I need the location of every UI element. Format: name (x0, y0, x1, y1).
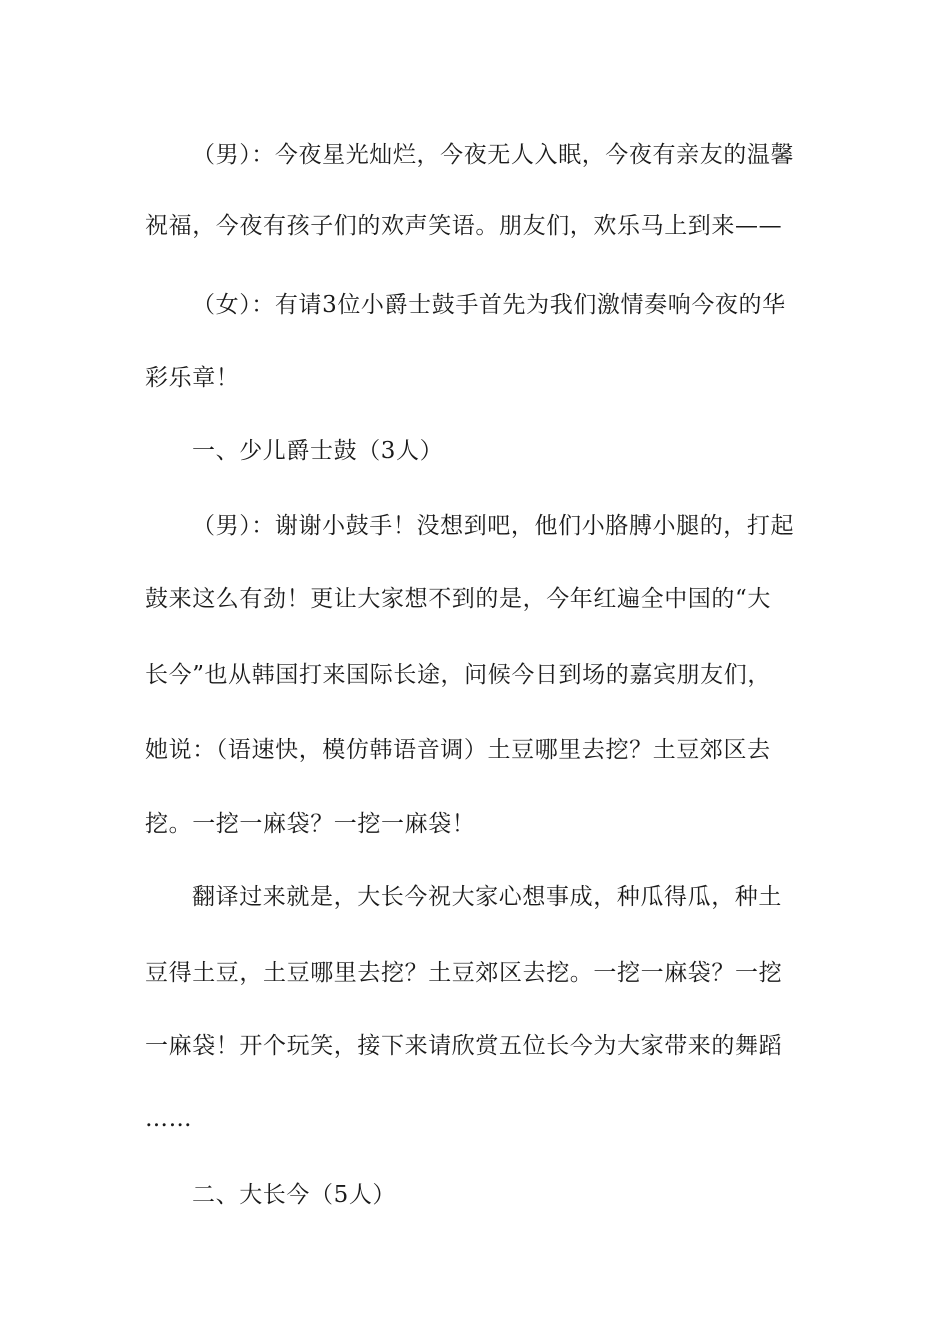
paragraph-line: （女）：有请3位小爵士鼓手首先为我们激情奏响今夜的华 (192, 292, 786, 318)
paragraph-line: …… (145, 1106, 193, 1132)
paragraph-line: 豆得土豆，土豆哪里去挖？土豆郊区去挖。一挖一麻袋？一挖 (145, 960, 783, 986)
paragraph-line: 她说：（语速快，模仿韩语音调）土豆哪里去挖？土豆郊区去 (145, 737, 771, 763)
section-heading: 二、大长今（5人） (192, 1182, 397, 1208)
paragraph-line: （男）：谢谢小鼓手！没想到吧，他们小胳膊小腿的，打起 (192, 513, 795, 539)
paragraph-line: 一麻袋！开个玩笑，接下来请欣赏五位长今为大家带来的舞蹈 (145, 1033, 783, 1059)
section-heading: 一、少儿爵士鼓（3人） (192, 438, 444, 464)
paragraph-line: 翻译过来就是，大长今祝大家心想事成，种瓜得瓜，种土 (192, 884, 782, 910)
paragraph-line: 长今”也从韩国打来国际长途，问候今日到场的嘉宾朋友们， (145, 662, 771, 688)
paragraph-line: 挖。一挖一麻袋？一挖一麻袋！ (145, 811, 476, 837)
paragraph-line: 祝福，今夜有孩子们的欢声笑语。朋友们，欢乐马上到来—— (145, 213, 783, 239)
paragraph-line: 鼓来这么有劲！更让大家想不到的是，今年红遍全中国的“大 (145, 586, 771, 612)
paragraph-line: （男）：今夜星光灿烂，今夜无人入眠，今夜有亲友的温馨 (192, 142, 795, 168)
paragraph-line: 彩乐章！ (145, 365, 240, 391)
